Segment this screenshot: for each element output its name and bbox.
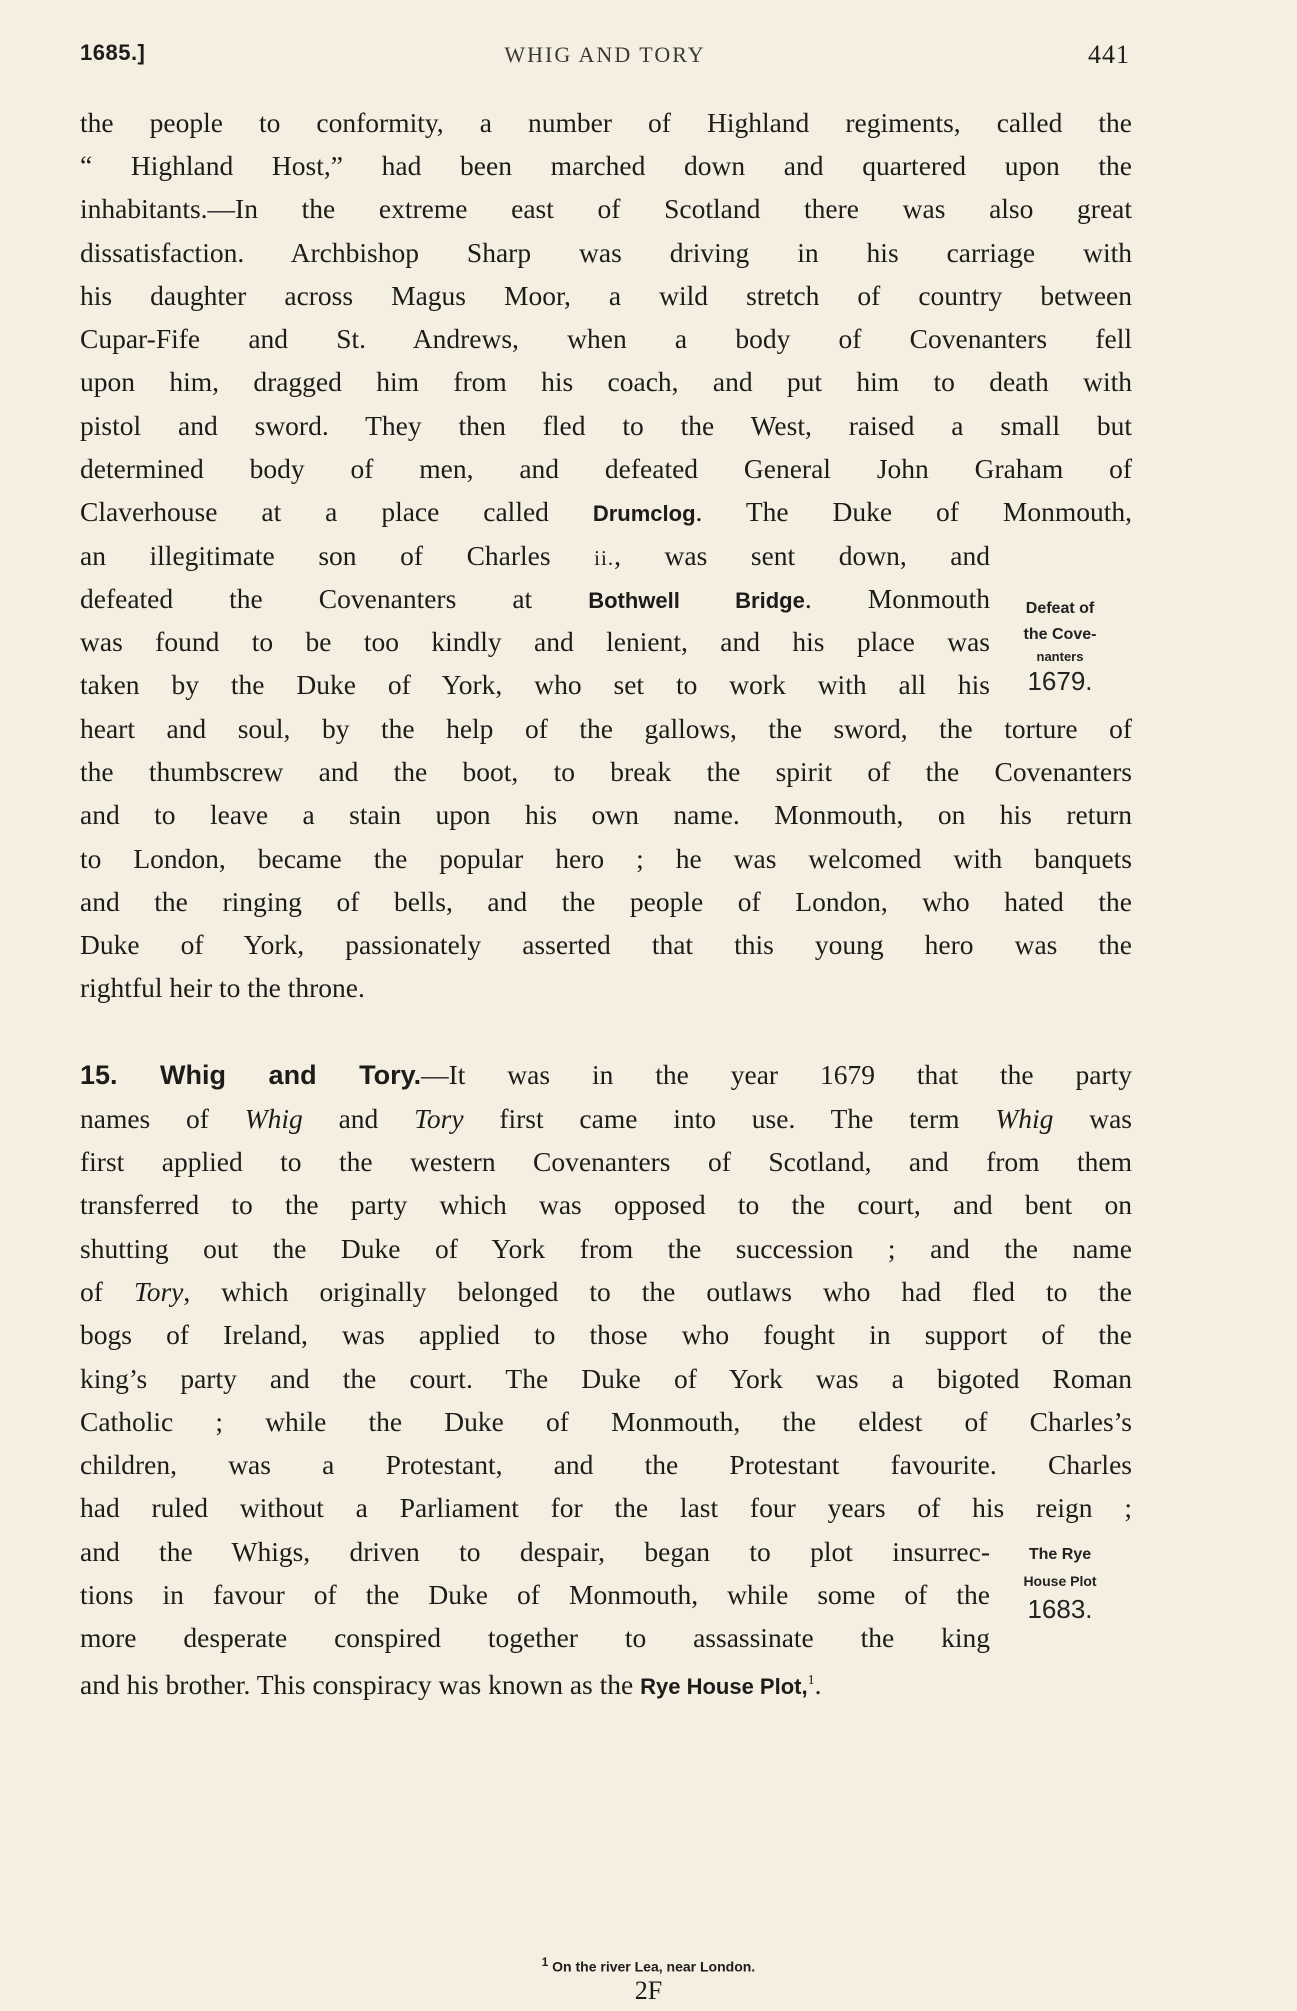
text-line: and the Whigs, driven to despair, began to plot insurrec-: [80, 1536, 990, 1567]
text-line: king’s party and the court. The Duke of York was a bigoted Roman: [80, 1363, 1132, 1394]
text-line: his daughter across Magus Moor, a wild stretch of country between: [80, 280, 1132, 311]
text-line: first applied to the western Covenanters of Scotland, and from them: [80, 1146, 1132, 1177]
header-year: 1685.]: [80, 40, 146, 65]
text-line: bogs of Ireland, was applied to those who fought in support of the: [80, 1319, 1132, 1350]
section-heading: 15. Whig and Tory.: [80, 1060, 422, 1090]
margin-note-covenanters: Defeat of the Cove- nanters 1679.: [1023, 600, 1097, 696]
text-line: heart and soul, by the help of the gallows, the sword, the torture of: [80, 713, 1132, 744]
text-line: inhabitants.—In the extreme east of Scotland there was also great: [80, 193, 1132, 224]
text-line: the thumbscrew and the boot, to break the spirit of the Covenanters: [80, 756, 1132, 787]
text-line: of Tory, which originally belonged to the outlaws who had fled to the: [80, 1276, 1132, 1307]
footnote-text: On the river Lea, near London.: [552, 1958, 756, 1975]
text-line: defeated the Covenanters at Bothwell Bridge. Monmouth: [80, 583, 990, 614]
text-line: Duke of York, passionately asserted that this young hero was the: [80, 929, 1132, 960]
text-line: and the ringing of bells, and the people of London, who hated the: [80, 886, 1132, 917]
text-line: more desperate conspired together to assassinate the king: [80, 1622, 990, 1653]
text-line: children, was a Protestant, and the Protestant favourite. Charles: [80, 1449, 1132, 1480]
text-line: transferred to the party which was opposed to the court, and bent on: [80, 1189, 1132, 1220]
text-line: tions in favour of the Duke of Monmouth, while some of the: [80, 1579, 990, 1610]
text-line: and to leave a stain upon his own name. Monmouth, on his return: [80, 799, 1132, 830]
text-line: pistol and sword. They then fled to the West, raised a small but: [80, 410, 1132, 441]
signature-mark: 2F: [634, 1976, 663, 2005]
rye-house-plot: Rye House Plot,: [640, 1674, 808, 1700]
margin-note-rye: The Rye House Plot 1683.: [1023, 1546, 1097, 1624]
text-line: determined body of men, and defeated General John Graham of: [80, 453, 1132, 484]
text-line: upon him, dragged him from his coach, and put him to death with: [80, 366, 1132, 397]
text-line: an illegitimate son of Charles ii., was sent down, and: [80, 540, 991, 571]
text-line: was found to be too kindly and lenient, and his place was: [80, 626, 990, 657]
text-line: rightful heir to the throne.: [80, 972, 365, 1003]
text-line: shutting out the Duke of York from the succession ; and the name: [80, 1233, 1132, 1264]
text-line: Cupar-Fife and St. Andrews, when a body of Covenanters fell: [80, 323, 1132, 354]
text-line: “ Highland Host,” had been marched down and quartered upon the: [80, 150, 1132, 181]
footnote: [0, 1956, 1297, 1975]
text-line: had ruled without a Parliament for the last four years of his reign ;: [80, 1492, 1132, 1523]
footnote-mark: 1: [541, 1956, 549, 1969]
place-drumclog: Drumclog: [592, 501, 696, 526]
place-bothwell: Bothwell Bridge: [588, 588, 805, 613]
text-line: taken by the Duke of York, who set to work with all his: [80, 669, 990, 700]
text-line: dissatisfaction. Archbishop Sharp was driving in his carriage with: [80, 237, 1132, 268]
text-line: to London, became the popular hero ; he was welcomed with banquets: [80, 843, 1132, 874]
text-line: and his brother. This conspiracy was known as the Rye House Plot,$^1$.: [80, 1669, 822, 1701]
header-title: WHIG AND TORY: [504, 42, 706, 67]
page-number: 441: [1088, 40, 1130, 69]
text-line: names of Whig and Tory first came into use. The term Whig was: [80, 1103, 1132, 1134]
footnote-marker: 1: [807, 1673, 815, 1688]
text-line: 15. Whig and Tory.—It was in the year 1679 that the party: [80, 1059, 1132, 1090]
text-line: Claverhouse at a place called Drumclog. The Duke of Monmouth,: [80, 496, 1133, 527]
text-line: Catholic ; while the Duke of Monmouth, the eldest of Charles’s: [80, 1406, 1132, 1437]
text-line: the people to conformity, a number of Highland regiments, called the: [80, 107, 1132, 138]
page-header: [80, 40, 1130, 80]
